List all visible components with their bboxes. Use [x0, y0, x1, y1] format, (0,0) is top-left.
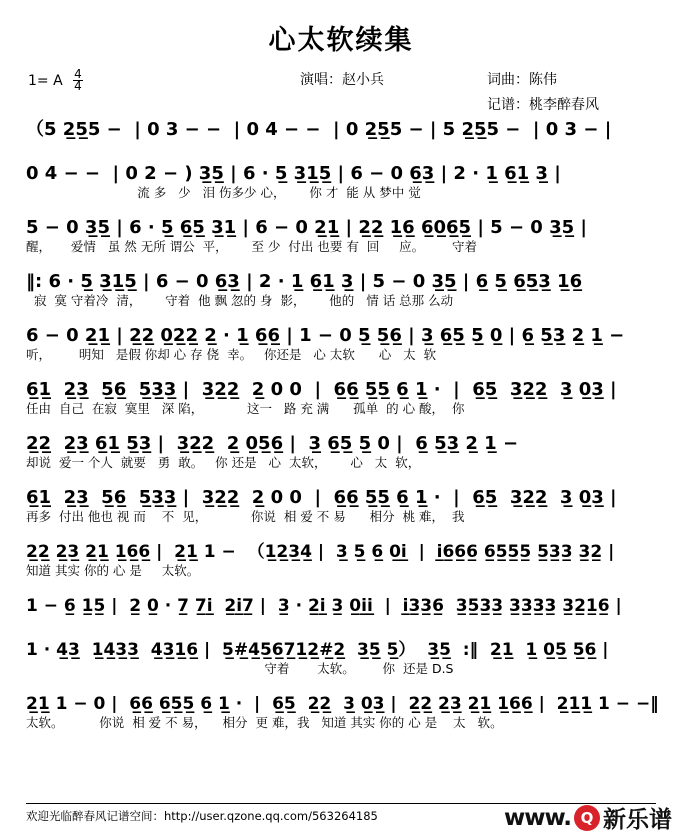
score-line-notes: 6̲1̲ 2̲3̲ 5̲6̲ 5̲3̲3̲ | 3̲2̲2̲ 2̲ 0 0 | 6̲6̲ 5̲5̲ 6̲ 1̲ · | 6̲5̲ 3̲2̲2̲ 3̲ 0̲3̲ | — [26, 487, 617, 508]
notator-credit: 记谱：桃李醉春风 — [487, 97, 599, 113]
watermark-logo-icon: Q — [574, 805, 600, 831]
score-line — [18, 595, 664, 639]
page-title: 心太软续集 — [268, 25, 414, 56]
score-line-notes: 1 · 4̲3̲ 1̲4̲3̲3̲ 4̲3̲1̲6̲ | 5̲#̲4̲5̲6̲7̲1̲2̲#̲2̲ 3̲5̲ 5̲） 3̲5̲ :‖ 2̲1̲ 1̲ 0̲5̲ 5̲6̲ | — [26, 640, 609, 660]
footer-note: 欢迎光临醉春风记谱空间：http://user.qzone.qq.com/563264185 — [26, 809, 378, 823]
watermark-sitename: 新乐谱 — [603, 807, 672, 833]
credits-block — [0, 61, 682, 119]
score-line — [18, 271, 664, 325]
score-line-lyrics: 再多 付出 他也 视 而 不 见， 你说 相 爱 不 易 相分 桃 难， 我 — [26, 509, 465, 524]
score-line-lyrics: 知道 其实 你的 心 是 太软。 — [26, 563, 200, 578]
key-signature-label: 1= A — [28, 72, 63, 89]
key-signature — [28, 69, 83, 93]
score-line — [18, 163, 664, 217]
score-line — [18, 639, 664, 693]
score-line — [18, 217, 664, 271]
lyricist-credit: 词曲：陈伟 — [487, 72, 557, 88]
score-line-lyrics: 寂 寞 守着冷 清， 守着 他 飘 忽的 身 影， 他的 情 话 总那 么动 — [26, 293, 454, 308]
sheet-music-page — [0, 18, 682, 840]
score-line — [18, 693, 664, 747]
score-line-lyrics: 太软。 你说 相 爱 不 易， 相分 更 难，我 知道 其实 你的 心 是 太 软。 — [26, 715, 503, 730]
score-line-lyrics: 醒， 爱情 虽 然 无所 谓公 平， 至 少 付出 也要 有 回 应。 守着 — [26, 239, 477, 254]
time-signature-numerator: 4 — [74, 67, 82, 81]
time-signature — [73, 69, 83, 93]
score-line-notes: 6̲1̲ 2̲3̲ 5̲6̲ 5̲3̲3̲ | 3̲2̲2̲ 2̲ 0 0 | 6̲6̲ 5̲5̲ 6̲ 1̲ · | 6̲5̲ 3̲2̲2̲ 3̲ 0̲3̲ | — [26, 379, 617, 400]
score-line — [18, 487, 664, 541]
singer-credit: 演唱：赵小兵 — [300, 72, 384, 88]
score-line-notes: 2̲2̲ 2̲3̲ 2̲1̲ 1̲6̲6̲ | 2̲1̲ 1 − （1̲2̲3̲4̲ | 3̲ 5̲ 6̲ 0̲i̲ | i̲6̲6̲6̲ 6̲5̲5̲5̲ 5̲3̲3̲ 3̲2̲ | — [26, 542, 615, 562]
score-line-notes: （5 2̲5̲5 − | 0 3 − − | 0 4 − − | 0 2̲5̲5 − | 5 2̲5̲5 − | 0 3 − | — [26, 119, 612, 140]
score-line-lyrics: 却说 爱一 个人 就要 勇 敢。 你 还是 心 太软， 心 太 软， — [26, 455, 421, 470]
score-line-notes: 0 4 − − | 0 2 − ) 3̲5̲ | 6 · 5̲ 3̲1̲5̲ | 6 − 0 6̲3̲ | 2 · 1̲ 6̲1̲ 3̲ | — [26, 163, 561, 184]
score-line — [18, 119, 664, 163]
score-line-notes: 1 − 6̲ 1̲5̲ | 2̲ 0̲ · 7̲ 7̲i̲ 2̲i̲7̲ | 3̲ · 2̲i̲ 3̲ 0̲i̲i̲ | i̲3̲3̲6̲ 3̲5̲3̲3̲ 3̲3̲3̲3̲ 3̲2̲1̲6̲ | — [26, 596, 622, 616]
score-line-lyrics: 任由 自己 在寂 寞里 深 陷， 这一 路 充 满 孤单 的 心 酸， 你 — [26, 401, 465, 416]
watermark-www: www. — [503, 804, 571, 831]
score-line-notes: 2̲1̲ 1 − 0 | 6̲6̲ 6̲5̲5̲ 6̲ 1̲ · | 6̲5̲ 2̲2̲ 3̲ 0̲3̲ | 2̲2̲ 2̲3̲ 2̲1̲ 1̲6̲6̲ | 2̲1̲1̲ 1 − −‖ — [26, 694, 659, 714]
score-line-notes: 2̲2̲ 2̲3̲ 6̲1̲ 5̲3̲ | 3̲2̲2̲ 2̲ 0̲5̲6̲ | 3̲ 6̲5̲ 5̲ 0 | 6̲ 5̲3̲ 2̲ 1̲ − — [26, 433, 519, 454]
score-line-notes: 6 − 0 2̲1̲ | 2̲2̲ 0̲2̲2̲ 2̲ · 1̲ 6̲6̲ | 1 − 0 5̲ 5̲6̲ | 3̲ 6̲5̲ 5̲ 0̲ | 6̲ 5̲3̲ 2̲ 1̲ − — [26, 325, 625, 346]
score-line-notes: ‖: 6 · 5̲ 3̲1̲5̲ | 6 − 0 6̲3̲ | 2 · 1̲ 6̲1̲ 3̲ | 5 − 0 3̲5̲ | 6̲ 5̲ 6̲5̲3̲ 1̲6̲ — [26, 271, 583, 292]
time-signature-denominator: 4 — [74, 79, 82, 94]
site-watermark — [504, 801, 672, 834]
score-line — [18, 325, 664, 379]
staff-lines — [18, 119, 664, 747]
score-line — [18, 379, 664, 433]
score-line — [18, 541, 664, 595]
score-line-lyrics: 听， 明知 是假 你却 心 存 侥 幸。 你还是 心 太软 心 太 软 — [26, 347, 437, 362]
score-line — [18, 433, 664, 487]
score-line-notes: 5 − 0 3̲5̲ | 6 · 5̲ 6̲5̲ 3̲1̲ | 6 − 0 2̲1̲ | 2̲2̲ 1̲6̲ 6̲0̲6̲5̲ | 5 − 0 3̲5̲ | — [26, 217, 587, 238]
score-line-lyrics: 流 多 少 泪 伤多少 心， 你 才 能 从 梦中 觉 — [26, 185, 421, 200]
score-line-lyrics: 守着 太软。 你 还是 D.S — [26, 661, 454, 676]
